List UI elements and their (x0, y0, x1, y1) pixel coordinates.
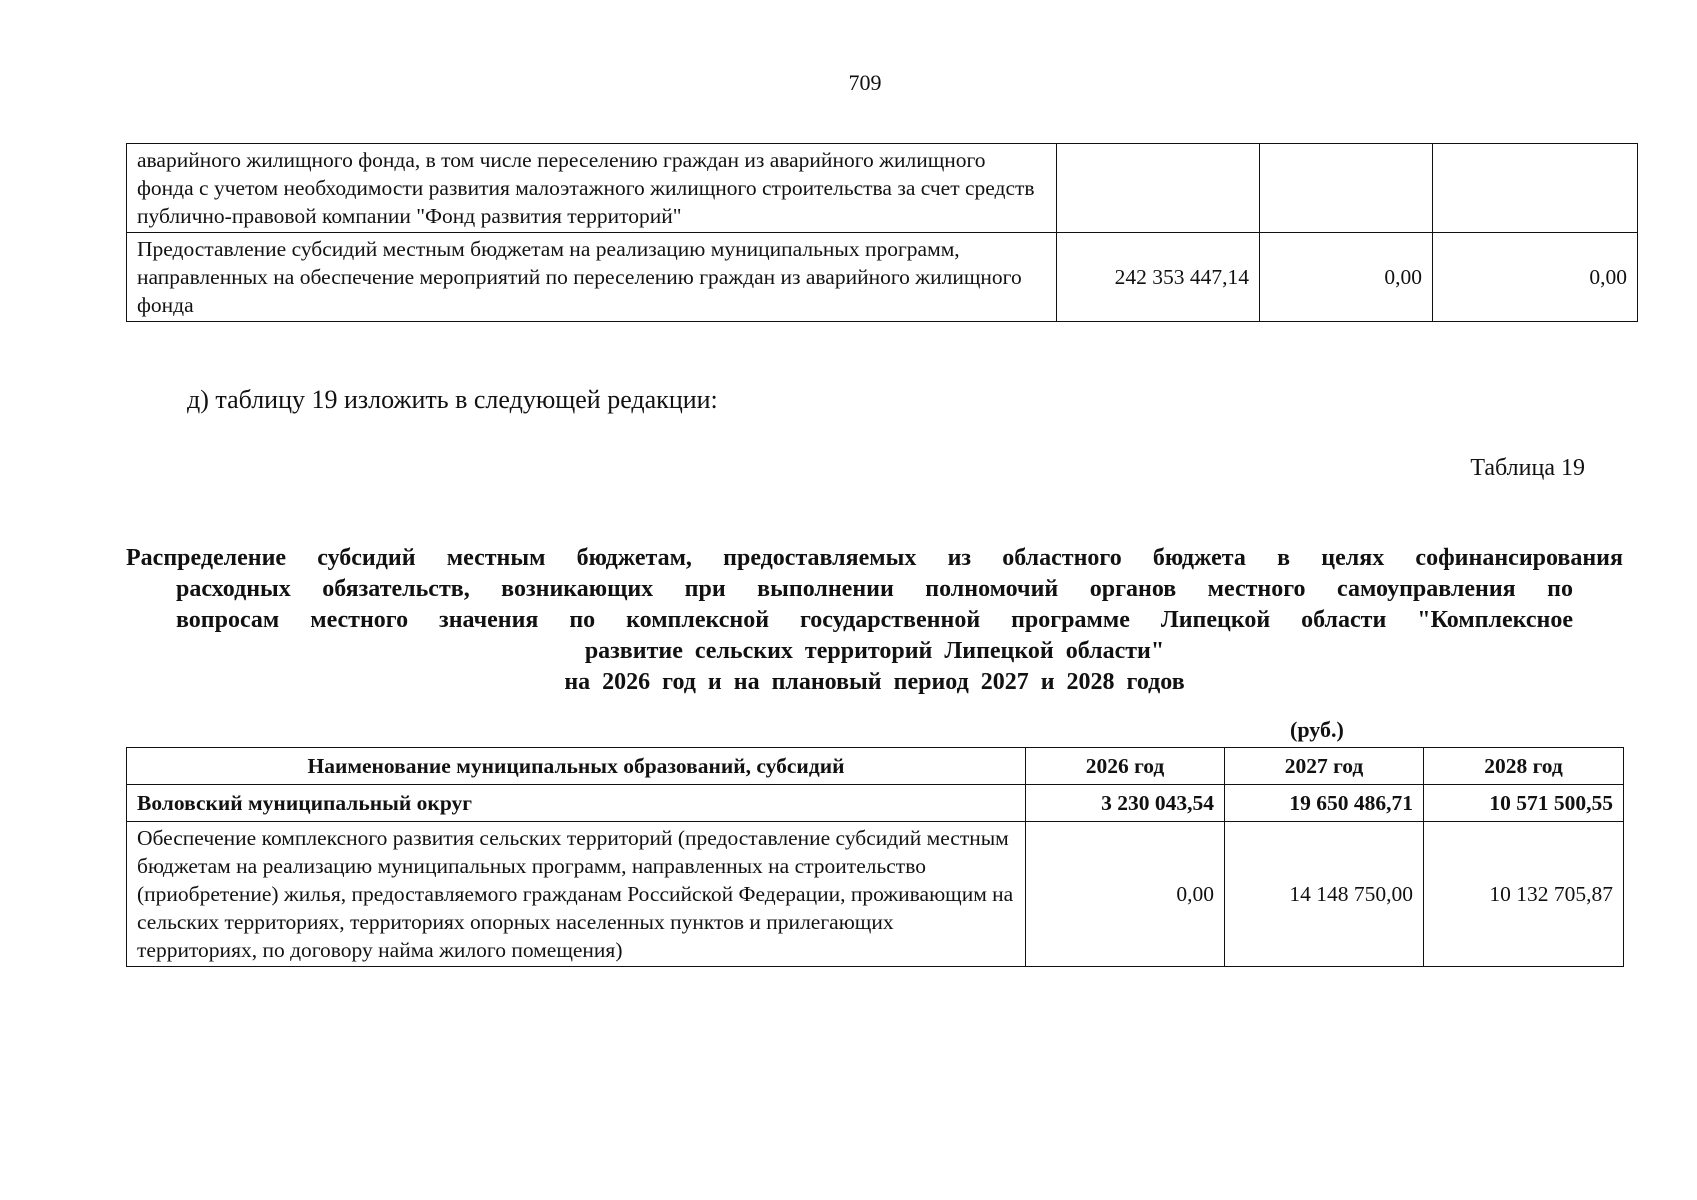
table-row (127, 785, 1624, 822)
heading-line: расходных обязательств, возникающих при выполнении полномочий органов местного самоуправления по (176, 576, 1573, 602)
heading-line: вопросам местного значения по комплексной государственной программе Липецкой области "Комплексное (176, 607, 1573, 633)
value-2026-cell (1057, 144, 1260, 233)
table-label: Таблица 19 (1470, 455, 1585, 481)
value-2028-cell: 0,00 (1433, 233, 1638, 322)
table-header-row (127, 748, 1624, 785)
value-2028-cell: 10 132 705,87 (1424, 822, 1624, 967)
value-2028-cell: 10 571 500,55 (1424, 785, 1624, 822)
value-2027-cell: 0,00 (1260, 233, 1433, 322)
row-name-cell: Обеспечение комплексного развития сельских территорий (предоставление субсидий местным бюджетам на реализацию муниципальных программ, направленных на строительство (приобретение) жилья, предоставляемого гражданам Российской Федерации, проживающим на сельских территориях, территориях опорных населенных пунктов и прилегающих территориях, по договору найма жилого помещения) (127, 822, 1026, 967)
value-2027-cell: 14 148 750,00 (1225, 822, 1424, 967)
continued-table (126, 143, 1638, 322)
row-name-cell: аварийного жилищного фонда, в том числе переселению граждан из аварийного жилищного фонда с учетом необходимости развития малоэтажного жилищного строительства за счет средств публично-правовой компании "Фонд развития территорий" (127, 144, 1057, 233)
column-header-name: Наименование муниципальных образований, субсидий (127, 748, 1026, 785)
value-2026-cell: 242 353 447,14 (1057, 233, 1260, 322)
value-2026-cell: 0,00 (1026, 822, 1225, 967)
table-row (127, 822, 1624, 967)
row-name-cell: Воловский муниципальный округ (127, 785, 1026, 822)
table-row (127, 233, 1638, 322)
amendment-instruction: д) таблицу 19 изложить в следующей редакции: (187, 385, 718, 414)
value-2027-cell (1260, 144, 1433, 233)
table-row (127, 144, 1638, 233)
unit-label: (руб.) (1290, 717, 1344, 742)
heading-line: на 2026 год и на плановый период 2027 и 2028 годов (564, 669, 1185, 695)
column-header-2028: 2028 год (1424, 748, 1624, 785)
subsidy-table (126, 747, 1624, 967)
column-header-2027: 2027 год (1225, 748, 1424, 785)
table-heading (126, 543, 1623, 698)
heading-line: развитие сельских территорий Липецкой области" (584, 638, 1165, 664)
column-header-2026: 2026 год (1026, 748, 1225, 785)
heading-line: Распределение субсидий местным бюджетам, предоставляемых из областного бюджета в целях софинансирования (126, 545, 1623, 571)
row-name-cell: Предоставление субсидий местным бюджетам на реализацию муниципальных программ, направленных на обеспечение мероприятий по переселению граждан из аварийного жилищного фонда (127, 233, 1057, 322)
value-2027-cell: 19 650 486,71 (1225, 785, 1424, 822)
value-2026-cell: 3 230 043,54 (1026, 785, 1225, 822)
value-2028-cell (1433, 144, 1638, 233)
page-number: 709 (848, 70, 882, 95)
